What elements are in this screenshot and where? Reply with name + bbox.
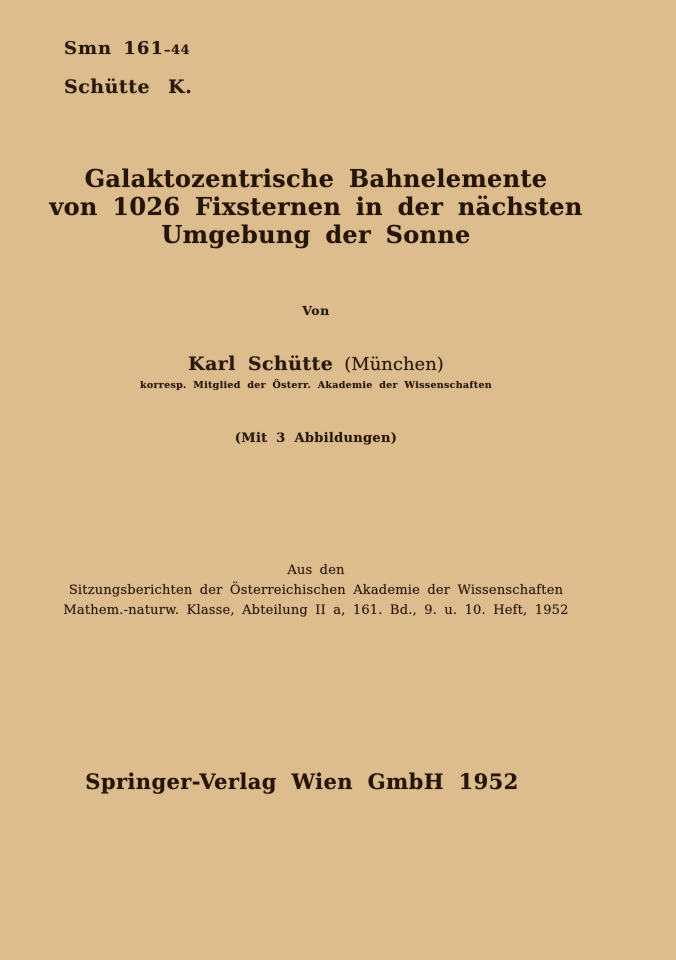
title-line-3: Umgebung der Sonne bbox=[161, 220, 471, 249]
page-title bbox=[0, 165, 632, 249]
title-line-2: von 1026 Fixsternen in der nächsten bbox=[49, 192, 583, 221]
shelfmark-block bbox=[64, 38, 192, 98]
title-line-1: Galaktozentrische Bahnelemente bbox=[84, 164, 548, 193]
shelfmark-suffix: –44 bbox=[163, 43, 191, 58]
imprint-line-3: Mathem.-naturw. Klasse, Abteilung II a, 161. Bd., 9. u. 10. Heft, 1952 bbox=[63, 603, 569, 618]
shelfmark-code bbox=[64, 38, 192, 59]
publisher-line: Springer-Verlag Wien GmbH 1952 bbox=[85, 769, 519, 794]
author-affiliation: korresp. Mitglied der Österr. Akademie der Wissenschaften bbox=[139, 380, 493, 391]
imprint-line-1: Aus den bbox=[287, 563, 345, 578]
catalog-author: Schütte K. bbox=[64, 76, 193, 98]
author-location: (München) bbox=[344, 354, 444, 375]
shelfmark-number: Smn 161 bbox=[64, 38, 164, 59]
imprint-line-2: Sitzungsberichten der Österreichischen Akademie der Wissenschaften bbox=[68, 583, 564, 598]
figures-note: (Mit 3 Abbildungen) bbox=[234, 431, 398, 446]
byline-label: Von bbox=[302, 303, 330, 318]
author-name: Karl Schütte bbox=[188, 353, 334, 375]
imprint-block bbox=[0, 561, 632, 621]
author-line bbox=[0, 353, 632, 375]
